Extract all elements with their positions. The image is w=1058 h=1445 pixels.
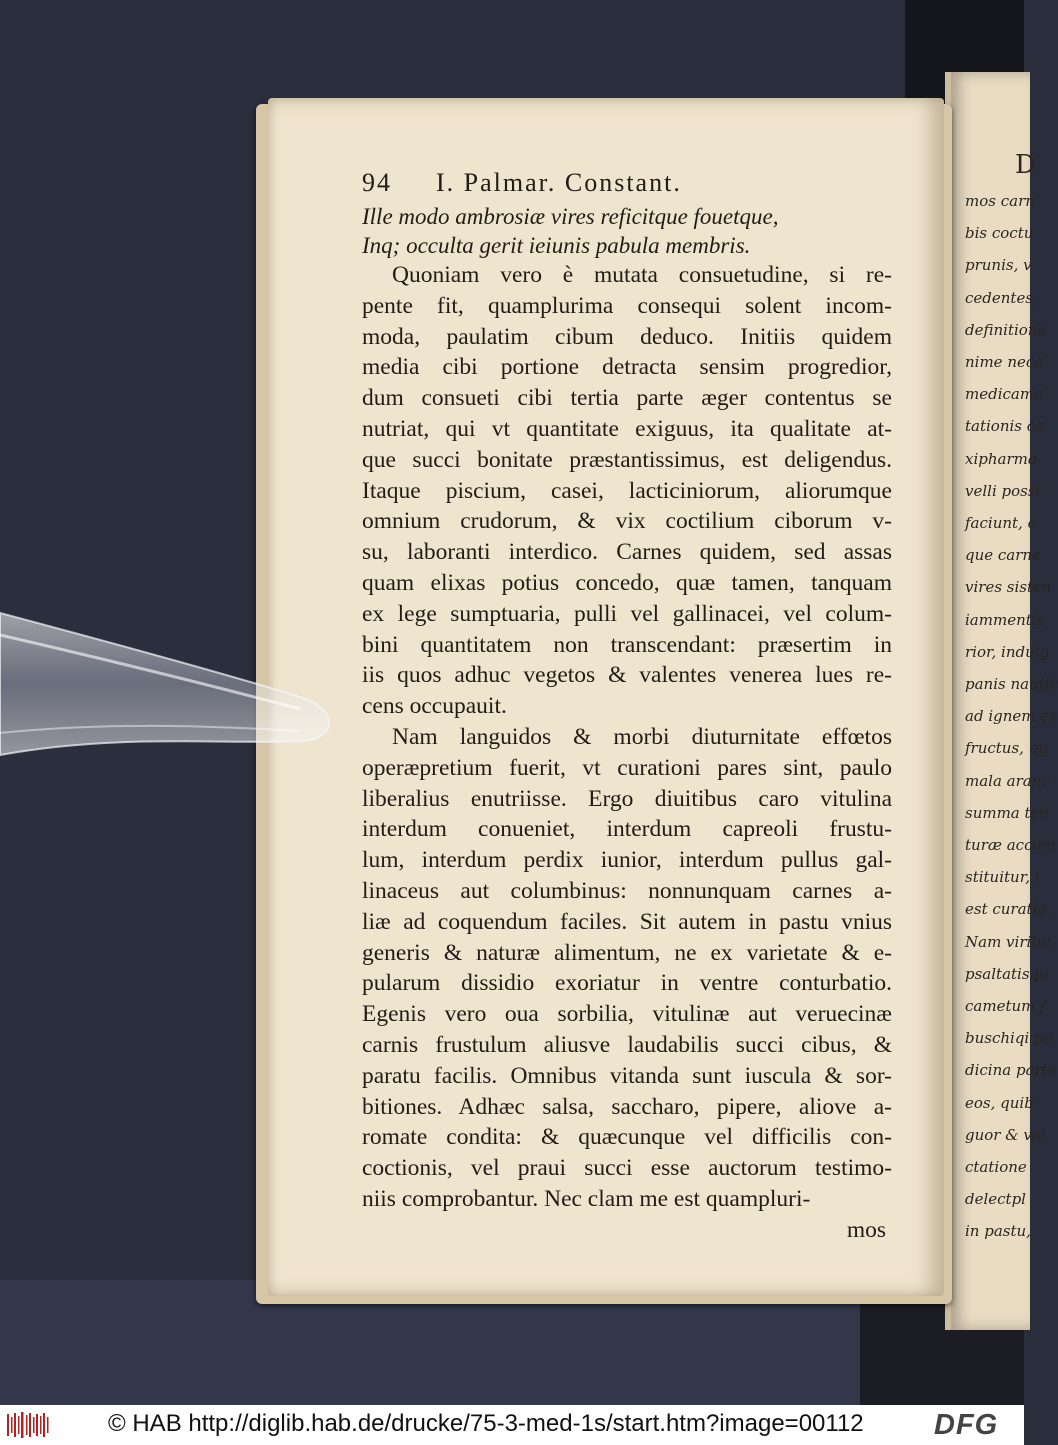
barcode-logo-icon xyxy=(6,1411,50,1439)
facing-page-line: D xyxy=(1015,150,1036,180)
text-line: paratu facilis. Omnibus vitanda sunt iuscula & sor- xyxy=(362,1062,892,1089)
text-line: liberalius enutriisse. Ergo diuitibus caro vitulina xyxy=(362,785,892,812)
facing-page-line: delectpl xyxy=(965,1190,1026,1209)
catchword: mos xyxy=(846,1216,886,1243)
facing-page-line: psaltatisqu xyxy=(965,964,1049,983)
facing-page-line: panis nautic xyxy=(965,675,1058,693)
facing-page-line: buschiqi po xyxy=(965,1029,1053,1048)
facing-page-line: cedentes, xyxy=(965,288,1038,307)
text-line: lum, interdum perdix iunior, interdum pullus gal- xyxy=(362,847,892,874)
text-line: niis comprobantur. Nec clam me est quampluri- xyxy=(362,1185,811,1212)
facing-page-line: rior, indulg xyxy=(965,642,1050,661)
body-text xyxy=(362,260,892,1215)
text-line: interdum conueniet, interdum capreoli frustu- xyxy=(362,816,892,843)
facing-page-line: mala aranc xyxy=(965,771,1050,790)
facing-page-line: que carne xyxy=(965,546,1041,565)
text-line: pente fit, quamplurima consequi solent incom- xyxy=(362,292,892,319)
text-line: su, laboranti interdico. Carnes quidem, sed assas xyxy=(362,539,892,566)
facing-page-line: faciunt, c xyxy=(965,514,1036,532)
facing-page-line: prunis, v xyxy=(965,256,1032,275)
facing-page-line: vires sisten xyxy=(965,578,1052,597)
facing-page-line: ad ignem ex xyxy=(965,707,1058,726)
facing-page-line: nime nece xyxy=(965,353,1044,371)
facing-page-line: summa ten xyxy=(965,803,1050,822)
verse-line: Ille modo ambrosiæ vires reficitque fouetque, xyxy=(362,204,779,229)
facing-page-line: xipharma xyxy=(965,449,1037,468)
text-line: Nam languidos & morbi diuturnitate effœtos xyxy=(392,723,892,750)
facing-page-line: mos carn xyxy=(965,192,1035,210)
facing-page-line: in pastu, xyxy=(965,1222,1031,1241)
text-line: bitiones. Adhæc salsa, saccharo, pipere, aliove a- xyxy=(362,1093,892,1120)
facing-page-line: fructus, qu xyxy=(965,739,1048,758)
facing-page-line: ctatione xyxy=(965,1158,1027,1176)
facing-page-line: Nam viribu xyxy=(965,932,1051,951)
text-line: generis & naturæ alimentum, ne ex varietate & e- xyxy=(362,939,892,966)
text-line: Itaque piscium, casei, lacticiniorum, aliorumque xyxy=(362,477,892,504)
facing-page-line: tationis co xyxy=(965,417,1045,436)
footer-bar xyxy=(0,1405,1024,1445)
text-line: coctionis, vel praui succi esse auctorum testimo- xyxy=(362,1155,892,1182)
facing-page-line: iammentis xyxy=(965,610,1045,629)
facing-page-line: medicame xyxy=(965,385,1043,404)
text-line: nutriat, qui vt quantitate exiguus, ita qualitate at- xyxy=(362,415,892,442)
text-line: ex lege sumptuaria, pulli vel gallinacei, vel colum- xyxy=(362,600,892,627)
facing-page-line: est curatio. xyxy=(965,900,1051,919)
facing-page-line: dicina parte xyxy=(965,1061,1057,1080)
facing-page-line: eos, quib xyxy=(965,1093,1034,1112)
facing-page-line: definitione xyxy=(965,320,1047,339)
copyright-link[interactable]: © HAB http://diglib.hab.de/drucke/75-3-med-1s/start.htm?image=00112 xyxy=(108,1410,864,1437)
verse-line: Inq; occulta gerit ieiunis pabula membris. xyxy=(362,233,751,258)
page-number: 94 xyxy=(362,168,392,197)
text-line: moda, paulatim cibum deduco. Initiis quidem xyxy=(362,323,892,350)
text-line: media cibi portione detracta sensim progredior, xyxy=(362,354,892,381)
text-line: romate condita: & quæcunque vel difficilis con- xyxy=(362,1124,892,1151)
facing-page-line: bis coctu xyxy=(965,224,1034,243)
text-line: pularum dissidio exoriatur in ventre conturbatio. xyxy=(362,970,892,997)
text-line: cens occupauit. xyxy=(362,693,507,720)
running-head xyxy=(362,168,892,202)
text-line: que succi bonitate præstantissimus, est deligendus. xyxy=(362,446,892,473)
text-line: Egenis vero oua sorbilia, vitulinæ aut veruecinæ xyxy=(362,1001,892,1028)
text-line: linaceus aut columbinus: nonnunquam carnes a- xyxy=(362,877,892,904)
dfg-logo: DFG xyxy=(934,1409,999,1441)
facing-page-line: guor & val xyxy=(965,1125,1046,1144)
running-head-title: I. Palmar. Constant. xyxy=(436,168,682,197)
text-line: Quoniam vero è mutata consuetudine, si re- xyxy=(392,262,892,288)
facing-page-line: stituitur, i xyxy=(965,868,1040,887)
text-line: omnium crudorum, & vix coctilium ciborum v- xyxy=(362,508,892,535)
facing-page-line: velli possi xyxy=(965,481,1041,500)
text-line: carnis frustulum aliusve laudabilis succi cibus, & xyxy=(362,1031,892,1058)
page-text-block xyxy=(362,168,892,1245)
text-line: bini quantitatem non transcendant: præsertim in xyxy=(362,631,892,658)
text-line: iis quos adhuc vegetos & valentes venerea lues re- xyxy=(362,662,892,689)
text-line: dum consueti cibi tertia parte æger contentus se xyxy=(362,385,892,412)
facing-page-line: cametum f xyxy=(965,997,1046,1015)
facing-page xyxy=(945,72,1058,1330)
text-line: quam elixas potius concedo, quæ tamen, tanquam xyxy=(362,569,892,596)
facing-page-line: turæ accom xyxy=(965,836,1056,854)
text-line: operæpretium fuerit, vt curationi pares sint, paulo xyxy=(362,754,892,781)
text-line: liæ ad coquendum faciles. Sit autem in pastu vnius xyxy=(362,908,892,935)
verse-block xyxy=(362,202,892,260)
